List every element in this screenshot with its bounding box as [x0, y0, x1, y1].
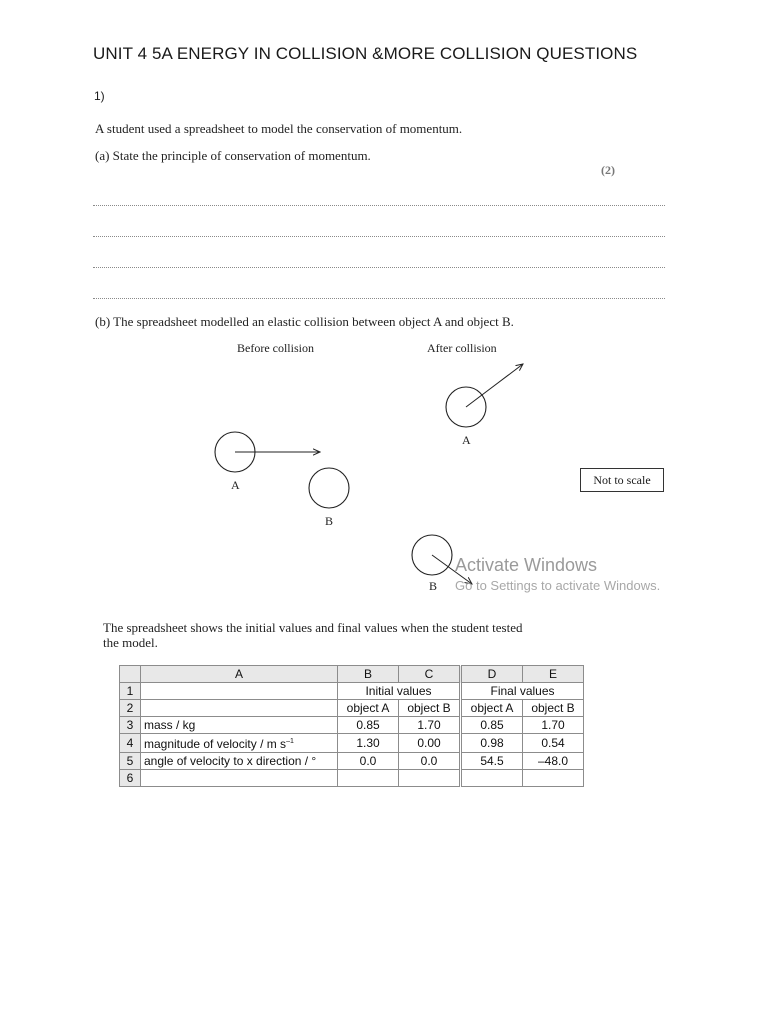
after-object-a-label: A	[462, 433, 471, 447]
table-cell: 0.85	[461, 717, 523, 734]
row-label	[141, 700, 338, 717]
table-row	[120, 753, 584, 770]
row-label: angle of velocity to x direction / °	[141, 753, 338, 770]
table-cell	[461, 770, 523, 787]
table-cell: 0.54	[523, 734, 584, 753]
row-number: 6	[120, 770, 141, 787]
table-cell	[523, 770, 584, 787]
column-header-row	[120, 666, 584, 683]
before-object-a-label: A	[231, 478, 240, 492]
table-cell: object B	[399, 700, 461, 717]
after-collision-label: After collision	[427, 341, 497, 355]
part-a-marks: (2)	[601, 163, 615, 177]
row-label	[141, 734, 338, 753]
table-row	[120, 770, 584, 787]
row-label-text: magnitude of velocity / m s	[144, 737, 287, 751]
page-heading: UNIT 4 5A ENERGY IN COLLISION &MORE COLLISION QUESTIONS	[93, 44, 638, 63]
question-number: 1)	[94, 89, 105, 103]
table-cell: 1.30	[338, 734, 399, 753]
not-to-scale-box: Not to scale	[580, 468, 664, 492]
table-row	[120, 683, 584, 700]
part-a-text: (a) State the principle of conservation of momentum.	[95, 148, 371, 163]
table-cell	[399, 770, 461, 787]
table-cell: object A	[338, 700, 399, 717]
row-number: 2	[120, 700, 141, 717]
table-cell: 54.5	[461, 753, 523, 770]
row-label	[141, 683, 338, 700]
row-number: 1	[120, 683, 141, 700]
row-number: 4	[120, 734, 141, 753]
spreadsheet-intro-line-2: the model.	[103, 635, 158, 650]
table-cell: 0.0	[338, 753, 399, 770]
activate-windows-watermark: Activate Windows	[455, 555, 598, 575]
column-header-b: B	[338, 666, 399, 683]
after-object-b-label: B	[429, 579, 438, 593]
row-label-superscript: –1	[286, 738, 294, 745]
before-collision-label: Before collision	[237, 341, 314, 355]
table-cell: object A	[461, 700, 523, 717]
column-header-c: C	[399, 666, 461, 683]
table-cell: 0.98	[461, 734, 523, 753]
table-row	[120, 700, 584, 717]
select-all-corner	[120, 666, 141, 683]
table-cell: –48.0	[523, 753, 584, 770]
activate-windows-subtext: Go to Settings to activate Windows.	[455, 578, 661, 593]
row-number: 5	[120, 753, 141, 770]
table-cell	[338, 770, 399, 787]
intro-text: A student used a spreadsheet to model the conservation of momentum.	[95, 121, 463, 136]
table-cell: 0.00	[399, 734, 461, 753]
column-header-e: E	[523, 666, 584, 683]
table-row	[120, 734, 584, 753]
table-cell: 0.0	[399, 753, 461, 770]
table-cell: 1.70	[399, 717, 461, 734]
column-header-d: D	[461, 666, 523, 683]
column-header-a: A	[141, 666, 338, 683]
table-cell: 1.70	[523, 717, 584, 734]
part-b-text: (b) The spreadsheet modelled an elastic collision between object A and object B.	[95, 314, 514, 329]
table-cell: object B	[523, 700, 584, 717]
before-object-b-circle	[309, 468, 349, 508]
after-object-a-velocity-arrow	[466, 364, 523, 407]
table-cell: 0.85	[338, 717, 399, 734]
initial-values-header: Initial values	[338, 683, 461, 700]
row-label	[141, 770, 338, 787]
table-row	[120, 717, 584, 734]
final-values-header: Final values	[461, 683, 584, 700]
row-label: mass / kg	[141, 717, 338, 734]
row-number: 3	[120, 717, 141, 734]
spreadsheet-intro-line-1: The spreadsheet shows the initial values and final values when the student tested	[103, 620, 523, 635]
before-object-b-label: B	[325, 514, 334, 528]
spreadsheet-table	[119, 665, 584, 787]
